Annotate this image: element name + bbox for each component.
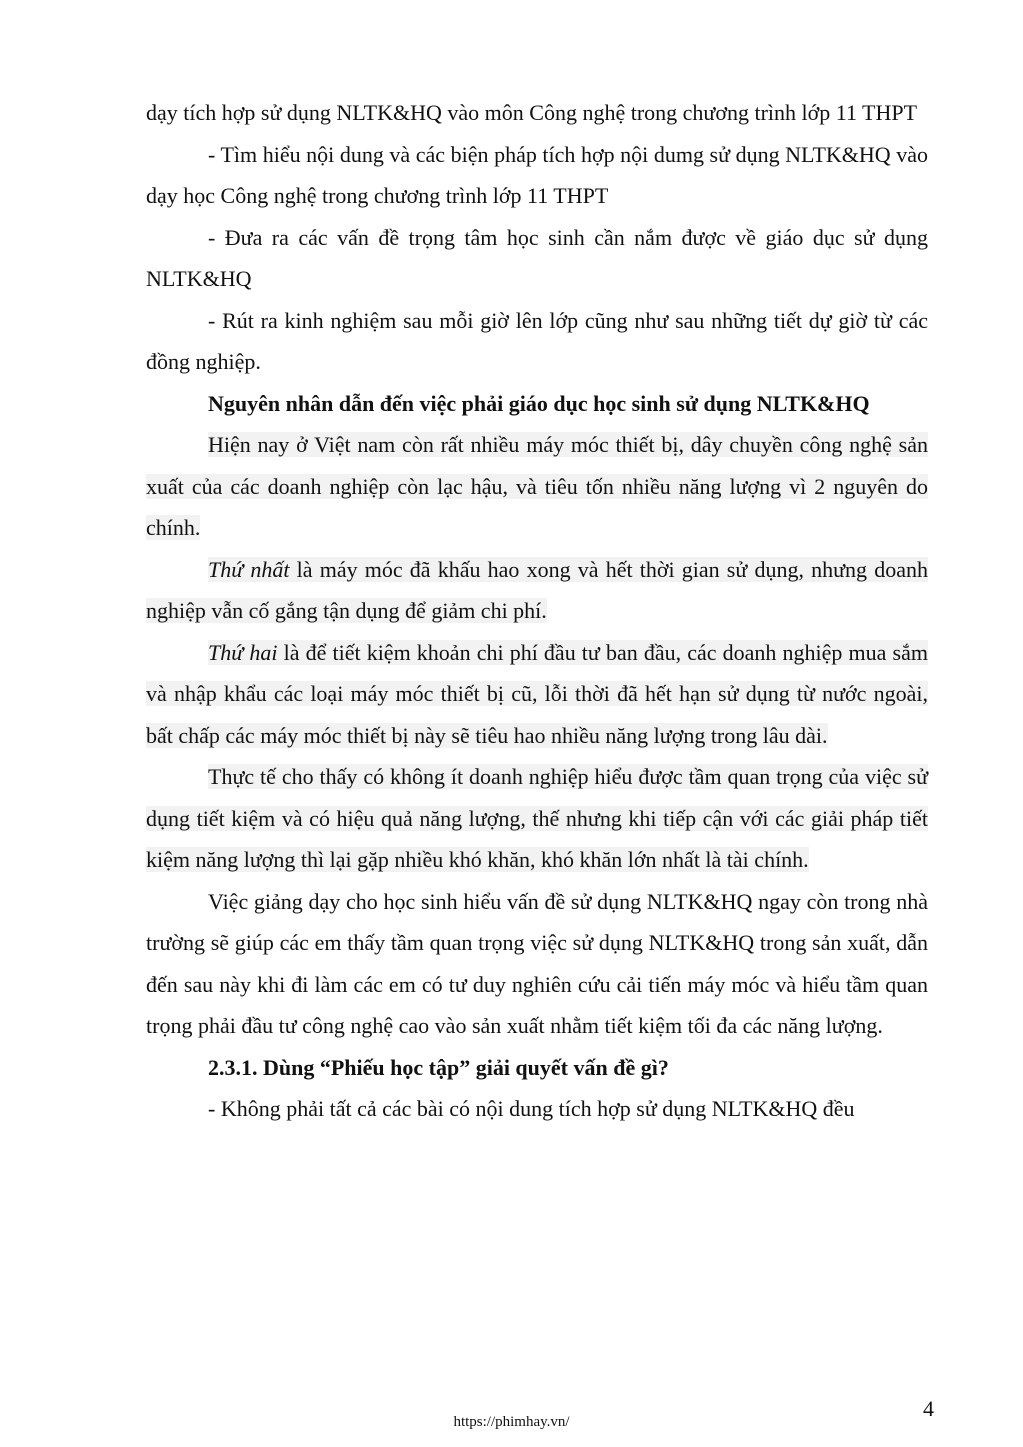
page-number: 4 xyxy=(923,1396,934,1421)
paragraph xyxy=(146,632,928,757)
highlighted-text xyxy=(146,557,928,624)
document-body xyxy=(146,92,928,1130)
highlighted-text: Thực tế cho thấy có không ít doanh nghiệp hiểu được tầm quan trọng của việc sử dụng tiết kiệm và có hiệu quả năng lượng, thế nhưng khi tiếp cận với các giải pháp tiết kiệm năng lượng thì lại gặp nhiều khó khăn, khó khăn lớn nhất là tài chính. xyxy=(146,764,928,872)
subsection-heading: 2.3.1. Dùng “Phiếu học tập” giải quyết vấn đề gì? xyxy=(208,1054,669,1080)
footer-url: https://phimhay.vn/ xyxy=(453,1414,570,1430)
bullet-paragraph: - Rút ra kinh nghiệm sau mỗi giờ lên lớp cũng như sau những tiết dự giờ từ các đồng nghiệp. xyxy=(146,307,928,374)
paragraph: Việc giảng dạy cho học sinh hiểu vấn đề sử dụng NLTK&HQ ngay còn trong nhà trường sẽ giúp các em thấy tầm quan trọng việc sử dụng NLTK&HQ trong sản xuất, dẫn đến sau này khi đi làm các em có tư duy nghiên cứu cải tiến máy móc và hiểu tầm quan trọng phải đầu tư công nghệ cao vào sản xuất nhằm tiết kiệm tối đa các năng lượng. xyxy=(146,888,928,1038)
paragraph xyxy=(146,549,928,632)
bullet-paragraph: - Tìm hiểu nội dung và các biện pháp tích hợp nội dumg sử dụng NLTK&HQ vào dạy học Công nghệ trong chương trình lớp 11 THPT xyxy=(146,141,928,208)
highlighted-text xyxy=(146,640,928,748)
bullet-paragraph: - Không phải tất cả các bài có nội dung tích hợp sử dụng NLTK&HQ đều xyxy=(208,1096,855,1121)
paragraph xyxy=(146,424,928,549)
paragraph-text: là máy móc đã khấu hao xong và hết thời gian sử dụng, nhưng doanh nghiệp vẫn cố gắng tận dụng để giảm chi phí. xyxy=(146,556,928,623)
paragraph-text: là để tiết kiệm khoản chi phí đầu tư ban đầu, các doanh nghiệp mua sắm và nhập khẩu các loại máy móc thiết bị cũ, lỗi thời đã hết hạn sử dụng từ nước ngoài, bất chấp các máy móc thiết bị này sẽ tiêu hao nhiều năng lượng trong lâu dài. xyxy=(146,639,928,748)
emphasis-text: Thứ nhất xyxy=(208,556,290,582)
emphasis-text: Thứ hai xyxy=(208,639,278,665)
paragraph xyxy=(146,756,928,881)
highlighted-text: Hiện nay ở Việt nam còn rất nhiều máy móc thiết bị, dây chuyền công nghệ sản xuất của các doanh nghiệp còn lạc hậu, và tiêu tốn nhiều năng lượng vì 2 nguyên do chính. xyxy=(146,432,928,540)
paragraph: dạy tích hợp sử dụng NLTK&HQ vào môn Công nghệ trong chương trình lớp 11 THPT xyxy=(146,100,918,125)
bullet-paragraph: - Đưa ra các vấn đề trọng tâm học sinh cần nắm được về giáo dục sử dụng NLTK&HQ xyxy=(146,224,928,291)
section-heading: Nguyên nhân dẫn đến việc phải giáo dục học sinh sử dụng NLTK&HQ xyxy=(208,390,870,416)
